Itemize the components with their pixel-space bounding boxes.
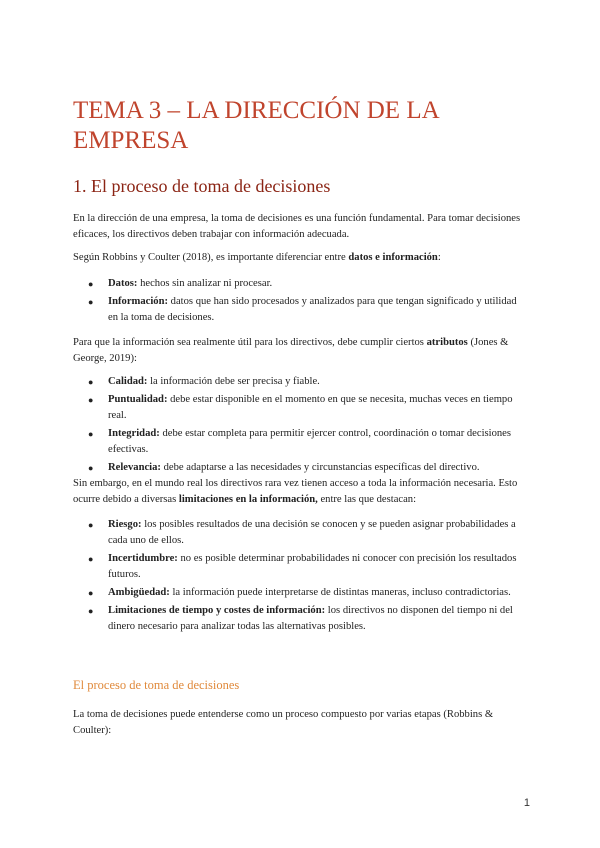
list-item	[73, 276, 525, 292]
list-item	[73, 603, 525, 635]
list-text: los posibles resultados de una decisión se conocen y se pueden asignar probabilidades a cada uno de ellos.	[108, 519, 516, 546]
list-text: hechos sin analizar ni procesar.	[137, 278, 273, 289]
p4-text-a: Sin embargo, en el mundo real los directivos rara vez tienen acceso a toda la información necesaria. Esto ocurre debido a diversas	[73, 478, 518, 505]
paragraph-limitaciones	[73, 476, 525, 508]
p2-bold: datos e información	[348, 252, 438, 263]
list-text: datos que han sido procesados y analizados para que tengan significado y utilidad en la toma de decisiones.	[108, 296, 517, 323]
list-term: Limitaciones de tiempo y costes de información:	[108, 605, 326, 616]
list-term: Integridad:	[108, 428, 160, 439]
list-item	[73, 294, 525, 326]
bullet-icon: ●	[88, 520, 94, 530]
list-text: los directivos no disponen del tiempo ni del dinero necesario para analizar todas las alternativas posibles.	[108, 605, 513, 632]
p4-text-b: entre las que destacan:	[317, 494, 417, 505]
bullet-icon: ●	[88, 554, 94, 564]
list-text: la información puede interpretarse de distintas maneras, incluso contradictorias.	[169, 587, 511, 598]
p3-bold: atributos	[426, 337, 468, 348]
list-text: debe estar disponible en el momento en que se necesita, muchas veces en tiempo real.	[108, 394, 513, 421]
list-text: no es posible determinar probabilidades ni conocer con precisión los resultados futuros.	[108, 553, 517, 580]
section-heading: 1. El proceso de toma de decisiones	[73, 176, 331, 196]
list-item	[73, 392, 525, 424]
list-item	[73, 426, 525, 458]
list-term: Información:	[108, 296, 169, 307]
list-term: Datos:	[108, 278, 138, 289]
list-text: la información debe ser precisa y fiable.	[147, 376, 320, 387]
list-item	[73, 374, 525, 390]
list-item	[73, 551, 525, 583]
list-text: debe adaptarse a las necesidades y circunstancias específicas del directivo.	[160, 462, 480, 473]
list-term: Puntualidad:	[108, 394, 168, 405]
title-line-1: TEMA 3 – LA DIRECCIÓN DE LA	[73, 97, 440, 124]
p3-text-a: Para que la información sea realmente útil para los directivos, debe cumplir ciertos	[73, 337, 427, 348]
p3-text-b: (Jones & George, 2019):	[73, 337, 509, 364]
bullet-icon: ●	[88, 297, 94, 307]
p4-bold: limitaciones en la información,	[178, 494, 318, 505]
paragraph-intro: En la dirección de una empresa, la toma de decisiones es una función fundamental. Para tomar decisiones eficaces, los directivos deben trabajar con información adecuada.	[73, 213, 521, 240]
list-item	[73, 585, 525, 601]
bullet-icon: ●	[88, 377, 94, 387]
list-term: Ambigüedad:	[108, 587, 170, 598]
p2-text-b: :	[437, 252, 441, 263]
paragraph-etapas: La toma de decisiones puede entenderse como un proceso compuesto por varias etapas (Robbins & Coulter):	[73, 709, 494, 736]
list-item	[73, 517, 525, 549]
list-term: Incertidumbre:	[108, 553, 178, 564]
list-datos-info	[73, 276, 525, 328]
bullet-icon: ●	[88, 279, 94, 289]
bullet-icon: ●	[88, 429, 94, 439]
bullet-icon: ●	[88, 395, 94, 405]
paragraph-atributos	[73, 335, 525, 367]
list-term: Calidad:	[108, 376, 148, 387]
list-item	[73, 460, 525, 476]
list-text: debe estar completa para permitir ejercer control, coordinación o tomar decisiones efectivas.	[108, 428, 512, 455]
bullet-icon: ●	[88, 463, 94, 473]
list-atributos	[73, 374, 525, 478]
list-term: Relevancia:	[108, 462, 161, 473]
list-limitaciones	[73, 517, 525, 637]
p2-text-a: Según Robbins y Coulter (2018), es importante diferenciar entre	[73, 252, 349, 263]
bullet-icon: ●	[88, 588, 94, 598]
title-line-2: EMPRESA	[73, 127, 189, 154]
document-title	[73, 96, 525, 156]
bullet-icon: ●	[88, 606, 94, 616]
list-term: Riesgo:	[108, 519, 142, 530]
paragraph-datos-info	[73, 250, 525, 266]
page-number: 1	[523, 797, 530, 809]
subsection-heading: El proceso de toma de decisiones	[73, 678, 240, 692]
